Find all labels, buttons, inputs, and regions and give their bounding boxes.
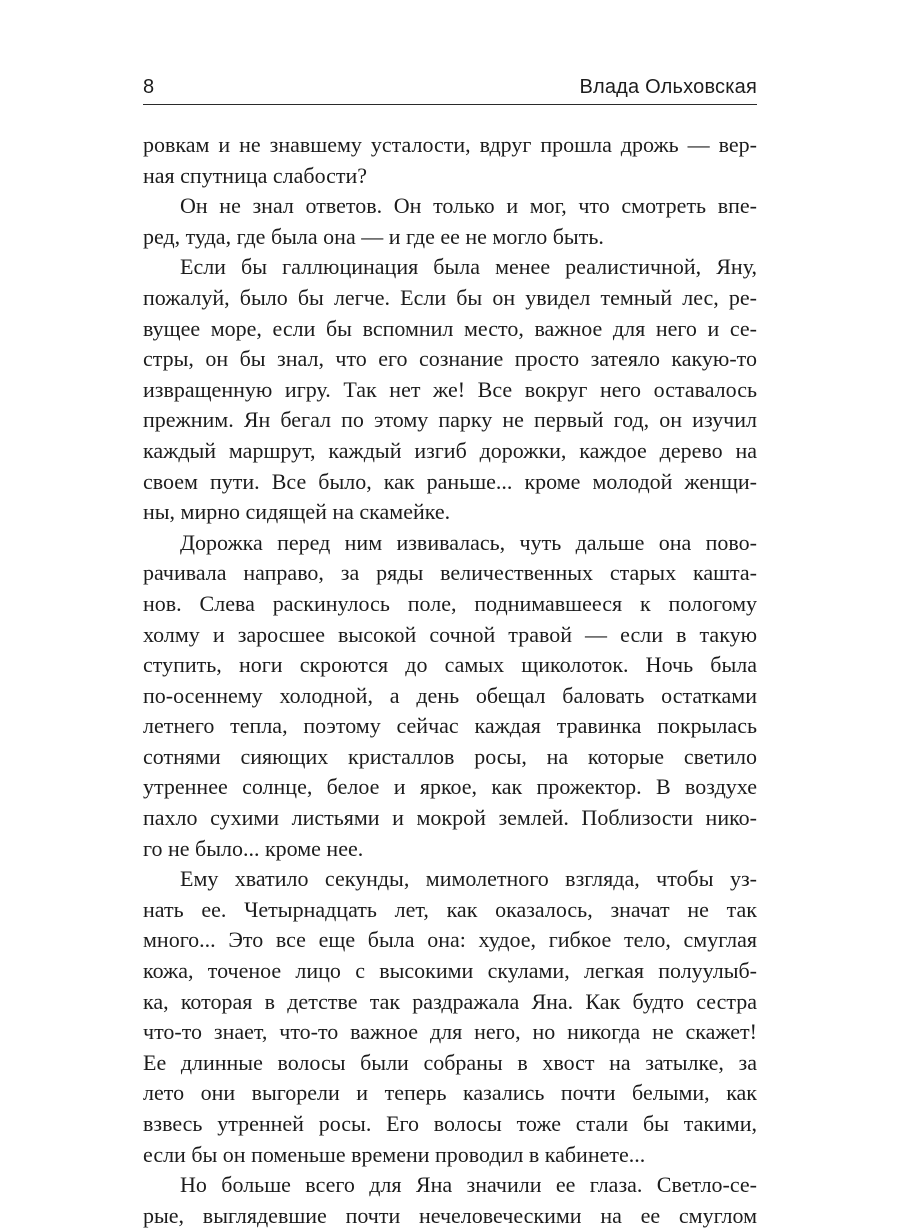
text-line: вущее море, если бы вспомнил место, важное для него и се- — [143, 315, 757, 341]
text-line: летнего тепла, поэтому сейчас каждая травинка покрылась — [143, 713, 757, 739]
text-line: Если бы галлюцинация была менее реалистичной, Яну, — [180, 254, 757, 280]
body-text — [143, 130, 757, 1231]
text-line: взвесь утренней росы. Его волосы тоже стали бы такими, — [143, 1111, 757, 1136]
text-line: ная спутница слабости? — [143, 162, 368, 188]
text-line: ка, которая в детстве так раздражала Яна. Как будто сестра — [143, 988, 757, 1014]
text-line: холму и заросшее высокой сочной травой — если в такую — [143, 621, 757, 647]
text-line: если бы он поменьше времени проводил в кабинете... — [143, 1141, 646, 1167]
text-line: много... Это все еще была она: худое, гибкое тело, смуглая — [143, 927, 757, 953]
text-line: Дорожка перед ним извивалась, чуть дальше она пово- — [180, 529, 757, 555]
text-line: своем пути. Все было, как раньше... кроме молодой женщи- — [143, 468, 757, 494]
text-line: утреннее солнце, белое и яркое, как прожектор. В воздухе — [143, 774, 757, 800]
text-line: нать ее. Четырнадцать лет, как оказалось, значат не так — [143, 896, 757, 922]
text-line: пахло сухими листьями и мокрой землей. Поблизости нико- — [143, 805, 757, 831]
text-line: каждый маршрут, каждый изгиб дорожки, каждое дерево на — [143, 437, 757, 463]
text-line: го не было... кроме нее. — [143, 835, 364, 861]
running-head-author: Влада Ольховская — [579, 76, 757, 98]
text-line: лето они выгорели и теперь казались почти белыми, как — [143, 1080, 757, 1106]
text-line: ред, туда, где была она — и где ее не могло быть. — [143, 223, 604, 249]
text-line: рачивала направо, за ряды величественных старых кашта- — [143, 560, 757, 586]
text-line: Но больше всего для Яна значили ее глаза. Светло-се- — [180, 1172, 757, 1198]
text-line: нов. Слева раскинулось поле, поднимавшееся к пологому — [143, 590, 757, 616]
text-line: пожалуй, было бы легче. Если бы он увидел темный лес, ре- — [143, 284, 757, 310]
text-line: Ее длинные волосы были собраны в хвост на затылке, за — [143, 1049, 757, 1075]
text-line: прежним. Ян бегал по этому парку не первый год, он изучил — [143, 407, 757, 433]
text-line: что-то знает, что-то важное для него, но никогда не скажет! — [143, 1019, 757, 1045]
text-line: Он не знал ответов. Он только и мог, что смотреть впе- — [180, 193, 757, 219]
text-line: ны, мирно сидящей на скамейке. — [143, 499, 451, 525]
page-number: 8 — [143, 76, 155, 98]
text-line: извращенную игру. Так нет же! Все вокруг него оставалось — [143, 376, 757, 402]
text-line: по-осеннему холодной, а день обещал баловать остатками — [143, 682, 757, 708]
text-line: рые, выглядевшие почти нечеловеческими на ее смуглом — [143, 1202, 757, 1228]
text-line: ступить, ноги скроются до самых щиколоток. Ночь была — [143, 652, 757, 678]
text-line: сотнями сияющих кристаллов росы, на которые светило — [143, 743, 757, 769]
text-line: ровкам и не знавшему усталости, вдруг прошла дрожь — вер- — [143, 132, 757, 157]
text-line: стры, он бы знал, что его сознание просто затеяло какую-то — [143, 346, 757, 372]
running-head — [143, 74, 757, 105]
text-line: Ему хватило секунды, мимолетного взгляда, чтобы уз- — [180, 866, 757, 892]
text-line: кожа, точеное лицо с высокими скулами, легкая полуулыб- — [143, 958, 757, 984]
